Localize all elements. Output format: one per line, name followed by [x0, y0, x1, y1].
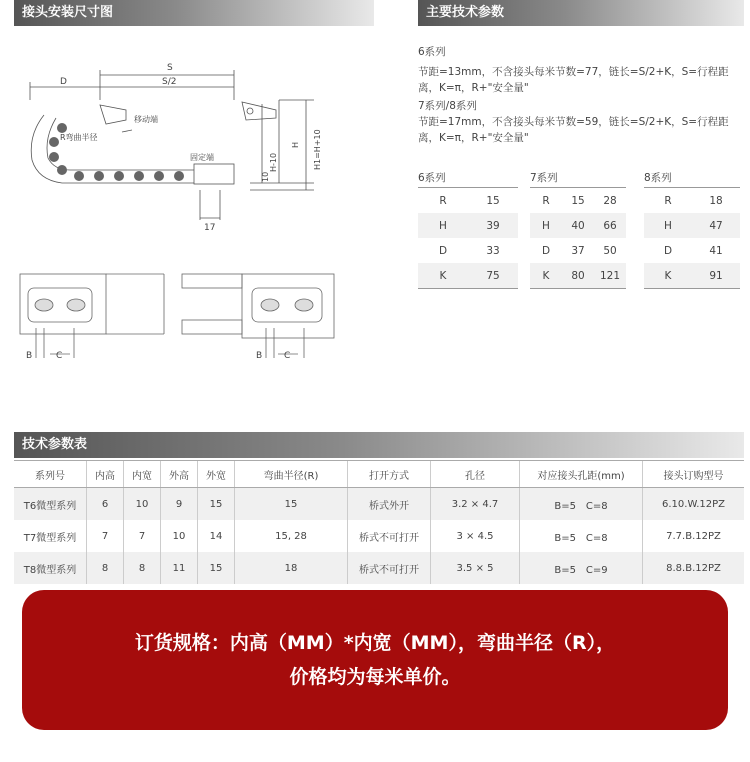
cell: 39 [468, 213, 518, 238]
cell: T8微型系列 [14, 552, 87, 584]
chain-install-diagram [14, 40, 344, 240]
cell: 15 [198, 552, 235, 584]
cell: 15 [235, 488, 348, 521]
col-header: 孔径 [431, 461, 520, 488]
cell: 18 [709, 194, 723, 207]
cell: 桥式不可打开 [348, 520, 431, 552]
cell: H [644, 213, 692, 238]
col-header: 内宽 [124, 461, 161, 488]
col-header: 接头订购型号 [643, 461, 745, 488]
cell: 6.10.W.12PZ [643, 488, 745, 521]
cell: H [418, 213, 468, 238]
col-header: 打开方式 [348, 461, 431, 488]
cell: 41 [709, 244, 723, 257]
cell: K [644, 263, 692, 289]
cell: 66 [594, 213, 626, 238]
label-fixed-end: 固定端 [190, 153, 214, 162]
label-B-left: B [26, 351, 33, 361]
cell: 50 [603, 244, 617, 257]
table-header-row [14, 461, 744, 488]
order-spec-line-1: 订货规格：内高（MM）*内宽（MM），弯曲半径（R）， [134, 632, 616, 654]
cell: 8.8.B.12PZ [643, 552, 745, 584]
order-spec-banner [22, 590, 728, 730]
cell: 40 [562, 213, 594, 238]
tech-param-table-header: 技术参数表 [14, 432, 744, 458]
spec-series-78 [418, 98, 748, 146]
cell: 15 [198, 488, 235, 521]
label-S: S [167, 63, 173, 73]
chain-end-views-diagram [14, 268, 344, 368]
cell: 18 [235, 552, 348, 584]
series-8-table-title: 8系列 [644, 172, 672, 184]
series-6-table [418, 170, 518, 289]
main-tech-params-header: 主要技术参数 [418, 0, 744, 26]
cell: 15, 28 [235, 520, 348, 552]
cell: H [530, 213, 562, 238]
cell: 10 [161, 520, 198, 552]
col-header: 内高 [87, 461, 124, 488]
label-H: H [291, 141, 300, 148]
cell: 8 [87, 552, 124, 584]
cell: B=5 C=9 [520, 552, 643, 584]
cell: 28 [603, 194, 617, 207]
cell: R [439, 194, 447, 207]
cell: 14 [198, 520, 235, 552]
cell: 7 [87, 520, 124, 552]
table-row [14, 520, 744, 552]
cell: B=5 C=8 [520, 488, 643, 521]
cell: 33 [486, 244, 500, 257]
label-H-minus-10: H-10 [269, 152, 278, 172]
cell: 8 [124, 552, 161, 584]
col-header: 外高 [161, 461, 198, 488]
cell: D [663, 244, 673, 257]
label-seventeen: 17 [204, 223, 216, 233]
table-row [14, 552, 744, 584]
cell: 80 [562, 263, 594, 289]
label-D: D [60, 77, 67, 87]
spec-series-6-text: 节距=13mm，不含接头每米节数=77，链长=S/2+K，S=行程距离，K=π，R+"安全量" [418, 66, 729, 94]
cell: 15 [571, 194, 585, 207]
cell: 11 [161, 552, 198, 584]
cell: B=5 C=8 [520, 520, 643, 552]
label-C-right: C [284, 351, 291, 361]
order-spec-line-2: 价格均为每米单价。 [289, 666, 461, 688]
cell: D [541, 244, 551, 257]
col-header: 外宽 [198, 461, 235, 488]
series-7-table [530, 170, 626, 289]
series-7-table-title: 7系列 [530, 172, 558, 184]
cell: R [664, 194, 672, 207]
cell: K [418, 263, 468, 289]
cell: 37 [571, 244, 585, 257]
cell: 75 [468, 263, 518, 289]
label-B-right: B [256, 351, 263, 361]
install-dimensions-header: 接头安装尺寸图 [14, 0, 374, 26]
label-C-left: C [56, 351, 63, 361]
label-H1: H1=H+10 [313, 129, 322, 170]
cell: 桥式外开 [348, 488, 431, 521]
cell: 3.5 × 5 [431, 552, 520, 584]
cell: D [438, 244, 448, 257]
series-6-table-title: 6系列 [418, 172, 446, 184]
cell: 9 [161, 488, 198, 521]
label-ten: 10 [261, 171, 270, 182]
cell: 121 [594, 263, 626, 289]
label-bend-radius: R弯曲半径 [60, 133, 98, 142]
col-header: 弯曲半径(R) [235, 461, 348, 488]
col-header: 系列号 [14, 461, 87, 488]
table-row [14, 488, 744, 521]
spec-series-6 [418, 44, 748, 96]
cell: K [530, 263, 562, 289]
cell: R [542, 194, 550, 207]
cell: 47 [692, 213, 740, 238]
cell: 7 [124, 520, 161, 552]
cell: 7.7.B.12PZ [643, 520, 745, 552]
spec-series-6-title: 6系列 [418, 46, 446, 58]
cell: 3.2 × 4.7 [431, 488, 520, 521]
spec-series-78-text: 节距=17mm，不含接头每米节数=59，链长=S/2+K，S=行程距离，K=π，R+"安全量" [418, 116, 729, 144]
tech-param-table [14, 460, 744, 584]
spec-series-78-title: 7系列/8系列 [418, 100, 477, 112]
cell: 10 [124, 488, 161, 521]
cell: 桥式不可打开 [348, 552, 431, 584]
cell: T7微型系列 [23, 532, 77, 544]
label-S-half: S/2 [162, 77, 177, 87]
cell: 3 × 4.5 [431, 520, 520, 552]
label-move-end: 移动端 [134, 115, 158, 124]
cell: 6 [87, 488, 124, 521]
cell: 91 [692, 263, 740, 289]
col-header: 对应接头孔距(mm) [520, 461, 643, 488]
series-8-table [644, 170, 740, 289]
cell: 15 [486, 194, 500, 207]
cell: T6微型系列 [14, 488, 87, 521]
